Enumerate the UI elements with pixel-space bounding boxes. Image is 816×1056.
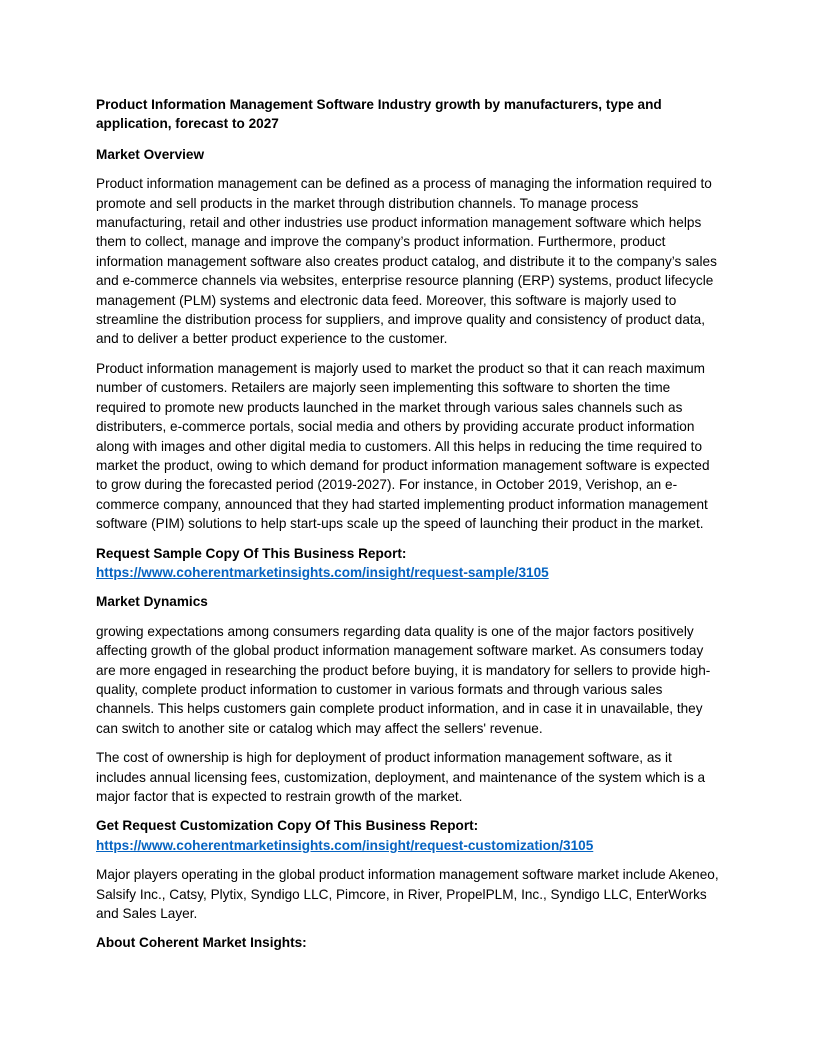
- sample-request-label: Request Sample Copy Of This Business Report:: [96, 545, 407, 561]
- key-players-paragraph: Major players operating in the global product information management software market include Akeneo, Salsify Inc., Catsy, Plytix, Syndigo LLC, Pimcore, in River, PropelPLM, Inc., Syndigo LLC, EnterWorks and Sales Layer.: [96, 867, 719, 922]
- about-heading: About Coherent Market Insights:: [96, 935, 307, 951]
- market-overview-paragraph-1: Product information management can be defined as a process of managing the information required to promote and sell products in the market through distribution channels. To manage process manufacturing, retail and other industries use product information management software which helps them to collect, manage and improve the company’s product information. Furthermore, product information management software also creates product catalog, and distribute it to the company’s sales and e-commerce channels via websites, enterprise resource planning (ERP) systems, product lifecycle management (PLM) systems and electronic data feed. Moreover, this software is majorly used to streamline the distribution process for suppliers, and improve quality and consistency of product data, and to deliver a better product experience to the customer.: [96, 176, 717, 347]
- market-dynamics-paragraph-2: The cost of ownership is high for deployment of product information management software, as it includes annual licensing fees, customization, deployment, and maintenance of the system which is a major factor that is expected to restrain growth of the market.: [96, 750, 706, 804]
- customization-request-link[interactable]: https://www.coherentmarketinsights.com/insight/request-customization/3105: [96, 837, 594, 853]
- document-page: [96, 95, 720, 963]
- market-dynamics-paragraph-1: growing expectations among consumers regarding data quality is one of the major factors positively affecting growth of the global product information management software market. As consumers today are more engaged in researching the product before buying, it is mandatory for sellers to provide high-quality, complete product information to customer in various formats and through various sales channels. This helps customers gain complete product information, and in case it in unavailable, they can switch to another site or catalog which may affect the sellers' revenue.: [96, 623, 711, 736]
- sample-request-block: [96, 544, 720, 583]
- market-overview-heading: Market Overview: [96, 146, 205, 162]
- market-overview-paragraph-2: Product information management is majorly used to market the product so that it can reach maximum number of customers. Retailers are majorly seen implementing this software to shorten the time required to promote new products launched in the market through various sales channels such as distributers, e-commerce portals, social media and others by providing accurate product information along with images and other digital media to customers. All this helps in reducing the time required to market the product, owing to which demand for product information management software is expected to grow during the forecasted period (2019-2027). For instance, in October 2019, Verishop, an e-commerce company, announced that they had started implementing product information management software (PIM) solutions to help start-ups scale up the speed of launching their product in the market.: [96, 360, 710, 532]
- document-title: Product Information Management Software Industry growth by manufacturers, type and application, forecast to 2027: [96, 97, 662, 132]
- customization-request-block: [96, 816, 720, 855]
- customization-request-label: Get Request Customization Copy Of This Business Report:: [96, 818, 479, 834]
- sample-request-link[interactable]: https://www.coherentmarketinsights.com/insight/request-sample/3105: [96, 564, 549, 580]
- market-dynamics-heading: Market Dynamics: [96, 594, 208, 610]
